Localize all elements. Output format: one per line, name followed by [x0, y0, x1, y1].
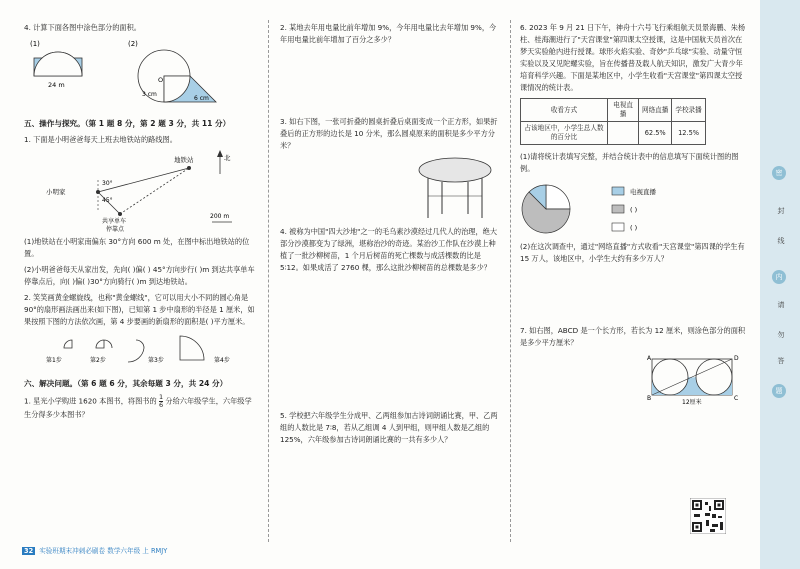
fraction-denominator: 6	[158, 401, 164, 409]
label-a: A	[647, 355, 652, 362]
question-6: 6. 2023 年 9 月 21 日下午，神舟十六号飞行乘组航天员景海鹏、朱杨柱、桂海潮进行了"天宫课堂"第四课太空授课，这是中国航天员首次在梦天实验舱内进行授课。球形火焰实验、奇妙"乒乓球"实验、动量守恒实验以及又见陀螺实验，旨在传播普及载人航天知识，激发广大青少年培育科学兴趣。下面是某地区中，小学生收看"天宫课堂"第四课太空授课情况的统计表。	[520, 23, 746, 92]
legend-label: ( )	[630, 224, 638, 232]
side-char: 内	[772, 270, 786, 284]
fraction-numerator: 1	[158, 393, 164, 401]
question-5-1b: (2)小明爸爸每天从家出发，先向( )偏( ) 45°方向步行( )m 到达共享单车停靠点后，向( )偏( )30°方向骑行( )m 到达地铁站。	[24, 265, 255, 286]
qr-code-icon	[690, 498, 726, 534]
legend-label: ( )	[630, 206, 638, 214]
stop-label-1: 共享单车	[102, 218, 127, 225]
fig2-center: O	[158, 76, 164, 84]
question-6-2: (2)在这次调查中，通过"网络直播"方式收看"天宫课堂"第四课的学生有 15 万人，该地区中，小学生大约有多少万人？	[520, 242, 745, 263]
table-header: 网络直播	[639, 99, 672, 122]
question-4-title: 4. 计算下面各图中涂色部分的面积。	[24, 23, 141, 32]
pie-slice-1	[546, 185, 570, 209]
stop-label-2: 停靠点	[106, 226, 125, 232]
section-6-title: 六、解决问题。（第 6 题 6 分，其余每题 3 分，共 24 分）	[24, 379, 228, 388]
side-char: 封	[777, 207, 785, 215]
column-2	[280, 22, 502, 450]
home-label: 小明家	[46, 188, 66, 196]
spiral-steps	[24, 332, 256, 366]
table-header: 电视直播	[608, 99, 639, 122]
question-3: 3. 如右下图，一张可折叠的圆桌折叠后桌面变成一个正方形，如果折叠后的正方形的边长是 10 分米，那么圆桌原来的面积是多少平方分米？	[280, 117, 498, 150]
step-4: 第4步	[214, 357, 230, 364]
question-4: 4. 被称为中国"四大沙地"之一的毛乌素沙漠经过几代人的治理，绝大部分沙漠都变为了绿洲，堪称治沙的奇迹。某治沙工作队在沙漠上种植了一批沙柳树苗，1 个月后树苗的死亡棵数与成活棵数的比是 5∶12。如果成活了 2760 棵，那么这批沙柳树苗的总棵数是多少？	[280, 227, 498, 272]
label-c: C	[734, 395, 739, 402]
label-d: D	[734, 355, 739, 362]
question-6-1: (1)请将统计表填写完整，并结合统计表中的信息填写下面统计图的图例。	[520, 152, 739, 173]
table-cell: 12.5%	[672, 122, 705, 145]
table-header: 学校录播	[672, 99, 705, 122]
fig2-dim-b: 6 cm	[194, 95, 209, 102]
step-3: 第3步	[148, 357, 164, 364]
question-7: 7. 如右图，ABCD 是一个长方形，若长为 12 厘米，则涂色部分的面积是多少平方厘米？	[520, 326, 746, 347]
side-char: 题	[772, 384, 786, 398]
scale-label: 200 m	[210, 213, 230, 220]
length-label: 12厘米	[682, 399, 702, 405]
route-map	[24, 150, 256, 232]
pie-chart-block	[520, 179, 746, 241]
page-number: 32	[24, 547, 34, 555]
side-char: 勿	[777, 331, 785, 339]
fig1-label: (1)	[30, 40, 40, 48]
binding-strip	[760, 0, 800, 569]
footer-text: 实验班期末冲刺必刷卷 数学六年级 上 RMJY	[39, 547, 168, 555]
side-char: 线	[777, 237, 785, 245]
question-5: 5. 学校把六年级学生分成甲、乙两组参加古诗词朗诵比赛，甲、乙两组的人数比是 7∶8，若从乙组调 4 人到甲组，则甲组人数是乙组的 125%，六年级参加古诗词朗诵比赛的一共有多少人？	[280, 411, 498, 444]
column-divider-1	[268, 20, 269, 542]
legend-label: 电视直播	[630, 188, 656, 196]
station-label: 地铁站	[174, 156, 194, 164]
question-6-1: 1. 星光小学购进 1620 本图书，将图书的 $\frac{1}{6}$ 分给六年级学生，六年级学生分得多少本图书？	[24, 393, 252, 419]
angle2-label: 45°	[102, 197, 113, 204]
viewing-stats-table	[520, 98, 706, 145]
step-2: 第2步	[90, 357, 106, 364]
fig1-dim: 24 m	[48, 81, 65, 89]
table-cell: 62.5%	[639, 122, 672, 145]
section-5-title: 五、操作与探究。（第 1 题 8 分，第 2 题 3 分，共 11 分）	[24, 119, 231, 128]
question-2: 2. 某地去年用电量比前年增加 9%，今年用电量比去年增加 9%，今年用电量比前年增加了百分之多少？	[280, 23, 497, 44]
question-5-1: 1. 下面是小明爸爸每天上班去地铁站的路线图。	[24, 135, 177, 144]
table-row-label: 占该地区中，小学生总人数的百分比	[521, 122, 608, 145]
fig2-label: (2)	[128, 40, 138, 48]
legend-swatch	[612, 187, 624, 195]
angle1-label: 30°	[102, 180, 113, 187]
page-footer	[22, 545, 167, 555]
step-1: 第1步	[46, 357, 62, 364]
pie-chart	[520, 179, 746, 241]
side-char: 密	[772, 166, 786, 180]
side-char: 请	[777, 301, 785, 309]
column-3	[520, 22, 746, 409]
north-label: 北	[224, 154, 231, 162]
question-5-2: 2. 笑笑画黄金螺旋线，也称"黄金螺线"，它可以用大小不同的圆心角是 90°的扇形画法画出来(如下图)，已知第 1 步中扇形的半径是 1 厘米，如果按照下图的方法依次画，第 4 步要画的新扇形的面积是( )平方厘米。	[24, 293, 255, 326]
area-figures	[24, 38, 256, 106]
side-char: 答	[777, 357, 785, 365]
fig2-dim-a: 3 cm	[142, 91, 157, 98]
rectangle-circles-figure	[520, 353, 746, 405]
question-5-1a: (1)地铁站在小明家南偏东 30°方向 600 m 处，在图中标出地铁站的位置。	[24, 237, 250, 258]
legend-swatch	[612, 205, 624, 213]
column-divider-2	[510, 20, 511, 542]
folding-table-figure	[280, 156, 502, 222]
legend-swatch	[612, 223, 624, 231]
table-header: 收看方式	[521, 99, 608, 122]
label-b: B	[647, 395, 652, 402]
table-cell	[608, 122, 639, 145]
column-1	[24, 22, 256, 425]
